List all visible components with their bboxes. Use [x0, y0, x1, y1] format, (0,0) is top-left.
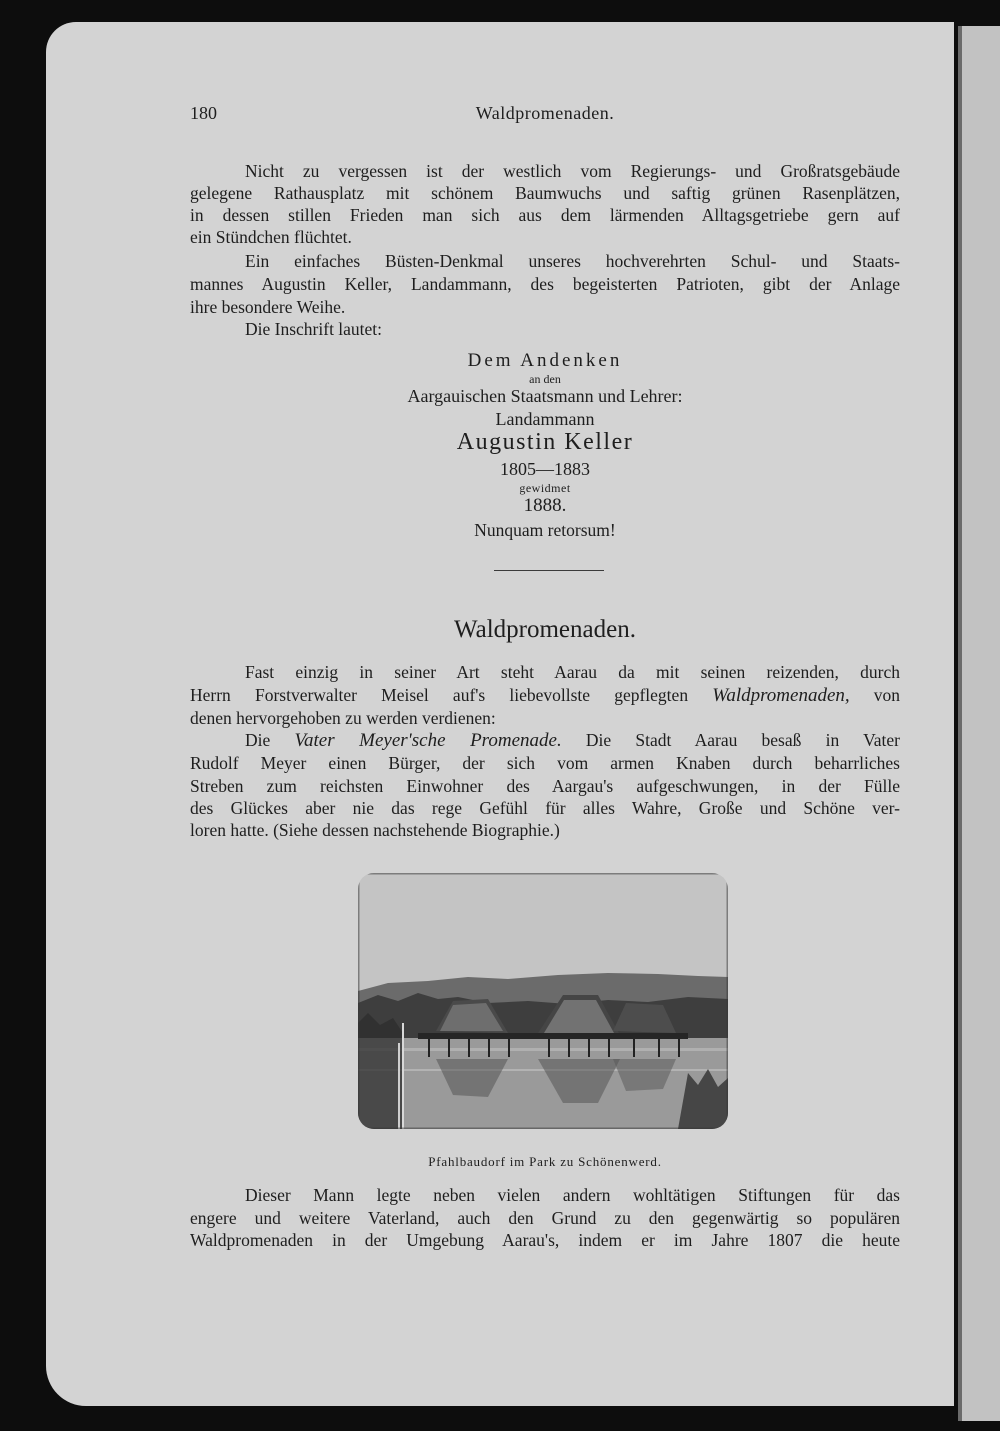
- text-run-italic: Waldpromenaden,: [712, 685, 850, 706]
- text-run: Herrn Forstverwalter Meisel auf's liebevollste gepflegten: [190, 685, 689, 705]
- text-line: engere und weitere Vaterland, auch den Grund zu den gegenwärtig so populären: [190, 1208, 900, 1228]
- text-line: loren hatte. (Siehe dessen nachstehende Biographie.): [190, 820, 560, 840]
- text-line: Rudolf Meyer einen Bürger, der sich vom armen Knaben durch beharrliches: [190, 753, 900, 773]
- text-line: Waldpromenaden in der Umgebung Aarau's, indem er im Jahre 1807 die heute: [190, 1230, 900, 1250]
- photo-caption: Pfahlbaudorf im Park zu Schönenwerd.: [428, 1154, 662, 1169]
- text-line: gelegene Rathausplatz mit schönem Baumwuchs und saftig grünen Rasenplätzen,: [190, 183, 900, 203]
- text-line: Fast einzig in seiner Art steht Aarau da mit seinen reizenden, durch: [245, 662, 900, 682]
- text-line: Nicht zu vergessen ist der westlich vom Regierungs- und Großratsgebäude: [245, 161, 900, 181]
- section-heading: Waldpromenaden.: [454, 616, 636, 643]
- inscription-line: Dem Andenken: [467, 350, 623, 371]
- text-run: von: [873, 685, 900, 705]
- text-line: [245, 729, 900, 751]
- inscription-line: Landammann: [495, 409, 595, 429]
- text-run: Die Stadt Aarau besaß in Vater: [585, 730, 900, 750]
- inscription-line: an den: [529, 372, 561, 386]
- text-line: Ein einfaches Büsten-Denkmal unseres hochverehrten Schul- und Staats-: [245, 251, 900, 271]
- text-run-italic: Vater Meyer'sche Promenade.: [294, 730, 562, 751]
- inscription-year: 1888.: [523, 495, 567, 516]
- inscription-years: 1805—1883: [500, 459, 590, 479]
- text-line: denen hervorgehoben zu werden verdienen:: [190, 708, 496, 728]
- photo-pile-dwellings: [358, 873, 728, 1129]
- text-line: mannes Augustin Keller, Landammann, des begeisterten Patrioten, gibt der Anlage: [190, 274, 900, 294]
- inscription-motto: Nunquam retorsum!: [474, 520, 616, 540]
- inscription-name: Augustin Keller: [456, 429, 634, 455]
- next-page-edge: [958, 26, 1000, 1421]
- text-line: ein Stündchen flüchtet.: [190, 227, 352, 247]
- running-title: Waldpromenaden.: [475, 103, 615, 123]
- section-divider: [494, 570, 604, 571]
- text-line: in dessen stillen Frieden man sich aus dem lärmenden Alltagsgetriebe gern auf: [190, 205, 900, 225]
- text-line: Streben zum reichsten Einwohner des Aargau's aufgeschwungen, in der Fülle: [190, 776, 900, 796]
- inscription-line: gewidmet: [519, 481, 571, 495]
- page-number: 180: [190, 103, 217, 123]
- text-line: ihre besondere Weihe.: [190, 297, 346, 317]
- text-run: Die: [245, 730, 271, 750]
- text-line: Die Inschrift lautet:: [245, 319, 383, 339]
- text-line: Dieser Mann legte neben vielen andern wohltätigen Stiftungen für das: [245, 1185, 900, 1205]
- inscription-line: Aargauischen Staatsmann und Lehrer:: [407, 386, 683, 406]
- text-line: des Glückes aber nie das rege Gefühl für alles Wahre, Große und Schöne ver-: [190, 798, 900, 818]
- text-line: [190, 684, 900, 706]
